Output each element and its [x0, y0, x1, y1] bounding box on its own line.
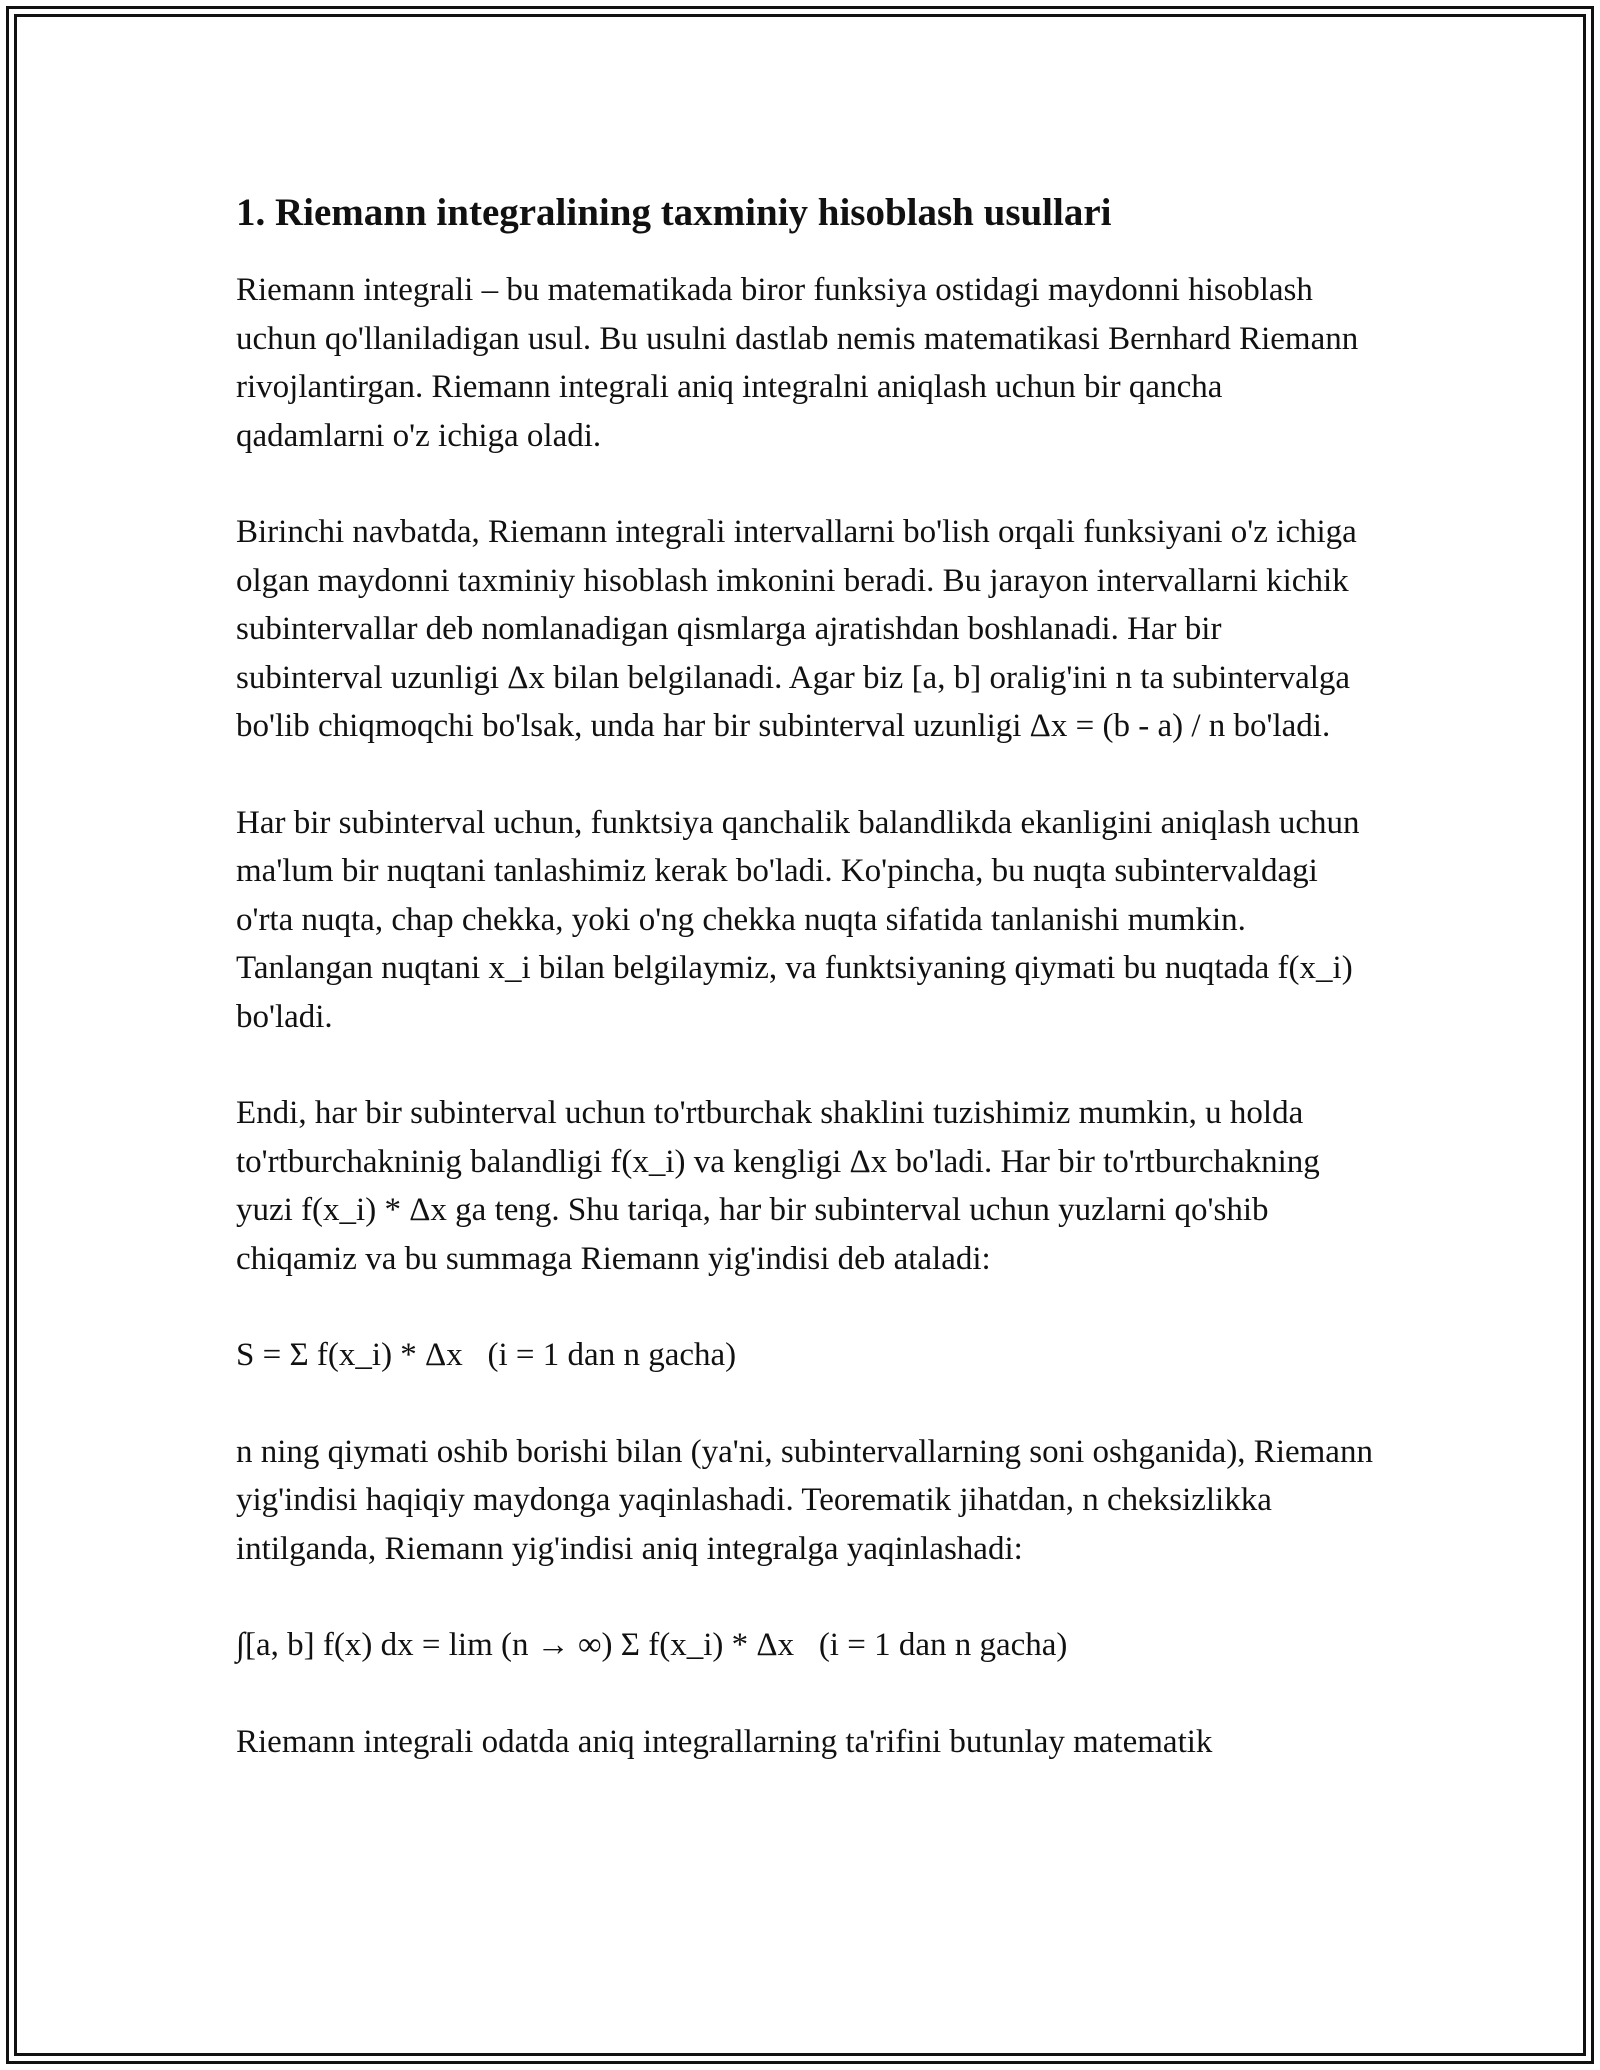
paragraph-limit: n ning qiymati oshib borishi bilan (ya'ni, subintervallarning soni oshganida), Riemann yig'indisi haqiqiy maydonga yaqinlashadi. Teorematik jihatdan, n cheksizlikka intilganda, Riemann yig'indisi aniq integralga yaqinlashadi: [236, 1433, 1373, 1567]
paragraph-sample-point: Har bir subinterval uchun, funktsiya qanchalik balandlikda ekanligini aniqlash uchun ma'lum bir nuqtani tanlashimiz kerak bo'ladi. Ko'pincha, bu nuqta subintervaldagi o'rta nuqta, chap chekka, yoki o'ng chekka nuqta sifatida tanlanishi mumkin. Tanlangan nuqtani x_i bilan belgilaymiz, va funktsiyaning qiymati bu nuqtada f(x_i) bo'ladi. [236, 804, 1360, 1035]
section-heading: 1. Riemann integralining taxminiy hisoblash usullari [236, 191, 1112, 234]
paragraph-rectangles: Endi, har bir subinterval uchun to'rtburchak shaklini tuzishimiz mumkin, u holda to'rtburchakninig balandligi f(x_i) va kengligi Δx bo'ladi. Har bir to'rtburchakning yuzi f(x_i) * Δx ga teng. Shu tariqa, har bir subinterval uchun yuzlarni qo'shib chiqamiz va bu summaga Riemann yig'indisi deb ataladi: [236, 1095, 1320, 1277]
paragraph-definition: Riemann integrali odatda aniq integrallarning ta'rifini butunlay matematik [236, 1723, 1213, 1760]
paragraph-intro: Riemann integrali – bu matematikada biror funksiya ostidagi maydonni hisoblash uchun qo'llaniladigan usul. Bu usulni dastlab nemis matematikasi Bernhard Riemann rivojlantirgan. Riemann integrali aniq integralni aniqlash uchun bir qancha qadamlarni o'z ichiga oladi. [236, 272, 1359, 454]
formula-riemann-sum: S = Σ f(x_i) * Δx (i = 1 dan n gacha) [236, 1337, 737, 1373]
paragraph-subintervals: Birinchi navbatda, Riemann integrali intervallarni bo'lish orqali funksiyani o'z ichiga olgan maydonni taxminiy hisoblash imkonini beradi. Bu jarayon intervallarni kichik subintervallar deb nomlanadigan qismlarga ajratishdan boshlanadi. Har bir subinterval uzunligi Δx bilan belgilanadi. Agar biz [a, b] oralig'ini n ta subintervalga bo'lib chiqmoqchi bo'lsak, unda har bir subinterval uzunligi Δx = (b - a) / n bo'ladi. [236, 514, 1357, 744]
document-body [236, 188, 1376, 1814]
formula-definite-integral: ∫[a, b] f(x) dx = lim (n → ∞) Σ f(x_i) * Δx (i = 1 dan n gacha) [236, 1627, 1068, 1663]
